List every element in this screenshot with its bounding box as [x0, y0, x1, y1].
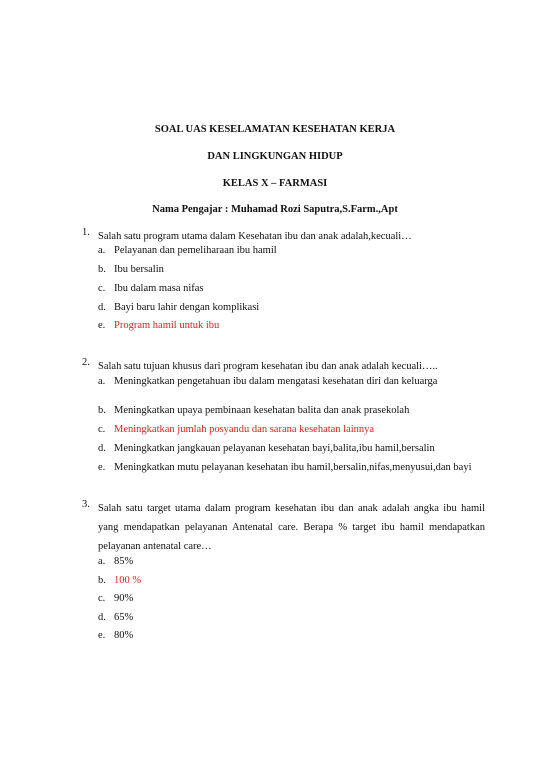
- option-letter: d.: [98, 443, 106, 454]
- option-text: 85%: [114, 556, 134, 567]
- q3-option-b-correct: [98, 575, 141, 586]
- teacher-line: Nama Pengajar : Muhamad Rozi Saputra,S.Farm.,Apt: [152, 204, 398, 215]
- q1-option-c: [98, 283, 204, 294]
- option-text: Meningkatkan upaya pembinaan kesehatan balita dan anak prasekolah: [114, 405, 410, 416]
- option-text: 100 %: [114, 575, 142, 586]
- q1-option-a: [98, 245, 277, 256]
- option-text: Meningkatkan jumlah posyandu dan sarana kesehatan lainnya: [114, 424, 375, 435]
- q1-option-e-correct: [98, 320, 219, 331]
- q2-option-d: [98, 443, 435, 454]
- option-letter: d.: [98, 302, 106, 313]
- option-text: Meningkatkan jangkauan pelayanan kesehatan bayi,balita,ibu hamil,bersalin: [114, 443, 435, 454]
- option-letter: b.: [98, 264, 106, 275]
- q3-option-d: [98, 612, 133, 623]
- q1-option-d: [98, 302, 259, 313]
- option-text: Meningkatkan mutu pelayanan kesehatan ibu hamil,bersalin,nifas,menyusui,dan bayi: [114, 462, 472, 473]
- q3-option-c: [98, 593, 133, 604]
- question-number: 2.: [82, 357, 90, 368]
- class-line: KELAS X – FARMASI: [222, 178, 328, 189]
- option-letter: c.: [98, 593, 106, 604]
- option-text: 90%: [114, 593, 134, 604]
- option-letter: e.: [98, 320, 106, 331]
- q2-option-a: [98, 376, 437, 387]
- question-stem: Salah satu tujuan khusus dari program kesehatan ibu dan anak adalah kecuali…..: [98, 361, 438, 372]
- question-number: 1.: [82, 227, 90, 238]
- question-number: 3.: [82, 499, 90, 510]
- option-letter: a.: [98, 376, 106, 387]
- question-stem: Salah satu target utama dalam program kesehatan ibu dan anak adalah angka ibu hamil yang mendapatkan pelayanan Antenatal care. Berapa % target ibu hamil mendapatkan pelayanan antenatal care…: [98, 503, 485, 552]
- exam-title-line-1: SOAL UAS KESELAMATAN KESEHATAN KERJA: [154, 124, 396, 135]
- question-3: [82, 499, 485, 556]
- q3-option-e: [98, 630, 133, 641]
- option-text: 65%: [114, 612, 134, 623]
- option-letter: d.: [98, 612, 106, 623]
- option-text: 80%: [114, 630, 134, 641]
- option-text: Ibu bersalin: [114, 264, 164, 275]
- option-letter: e.: [98, 630, 106, 641]
- q1-option-b: [98, 264, 164, 275]
- question-stem: Salah satu program utama dalam Kesehatan ibu dan anak adalah,kecuali…: [98, 231, 412, 242]
- question-2: [82, 357, 485, 376]
- exam-title-line-2: DAN LINGKUNGAN HIDUP: [207, 151, 343, 162]
- question-1: [82, 227, 485, 246]
- option-letter: b.: [98, 405, 106, 416]
- option-text: Bayi baru lahir dengan komplikasi: [114, 302, 260, 313]
- q2-option-e: [98, 462, 472, 473]
- q2-option-b: [98, 405, 409, 416]
- q2-option-c-correct: [98, 424, 374, 435]
- option-letter: a.: [98, 556, 106, 567]
- option-letter: c.: [98, 283, 106, 294]
- option-text: Ibu dalam masa nifas: [114, 283, 204, 294]
- option-text: Meningkatkan pengetahuan ibu dalam mengatasi kesehatan diri dan keluarga: [114, 376, 438, 387]
- option-letter: c.: [98, 424, 106, 435]
- option-text: Pelayanan dan pemeliharaan ibu hamil: [114, 245, 277, 256]
- option-letter: a.: [98, 245, 106, 256]
- option-text: Program hamil untuk ibu: [114, 320, 220, 331]
- option-letter: e.: [98, 462, 106, 473]
- option-letter: b.: [98, 575, 106, 586]
- q3-option-a: [98, 556, 133, 567]
